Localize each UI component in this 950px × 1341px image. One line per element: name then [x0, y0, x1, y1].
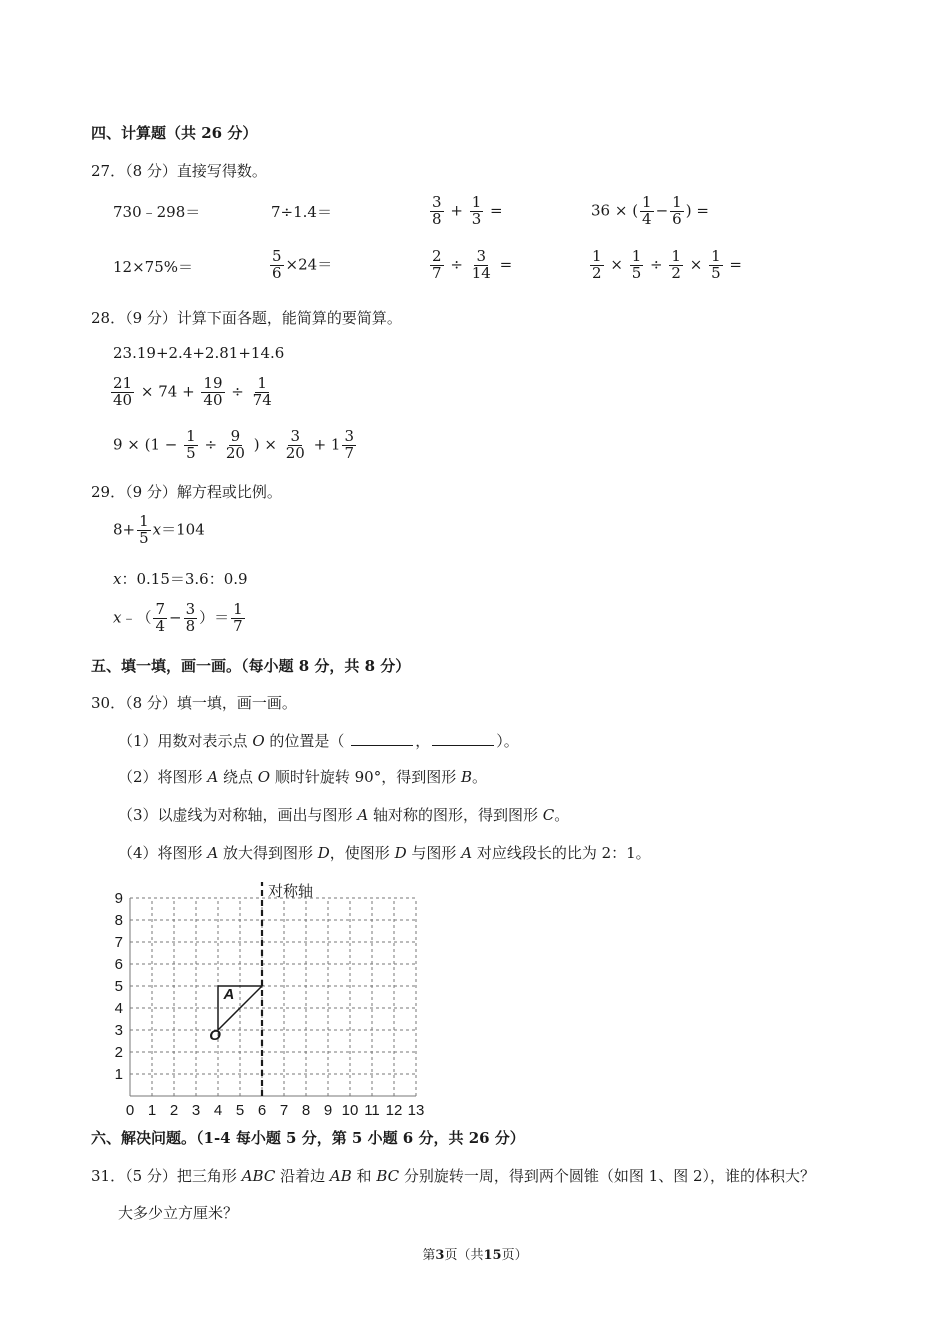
grid-lines	[130, 898, 416, 1096]
q27-r1c3: $\frac{3}{8}$ + $\frac{1}{3}$ =	[432, 193, 503, 228]
x-tick-label: 13	[407, 1102, 425, 1119]
y-tick-label: 5	[114, 978, 123, 995]
q30-part1: （1）用数对表示点 O 的位置是（ ， ）。	[118, 732, 519, 750]
q29-e3: x﹣（ $\frac{7}{4}$ − $\frac{3}{8}$ ）＝ $\frac{1}{7}$	[113, 600, 243, 635]
coordinate-grid[interactable]	[108, 870, 448, 1120]
answer-blank-y[interactable]	[432, 731, 494, 746]
q27-r2c3: $\frac{2}{7}$ ÷ $\frac{3}{14}$ =	[432, 247, 513, 282]
shape-a-label: A	[223, 986, 235, 1004]
x-tick-label: 7	[279, 1102, 289, 1119]
q30-stem: 30．（8 分）填一填，画一画。	[91, 694, 297, 712]
q27-r2c2: $\frac{5}{6}$ ×24＝	[272, 247, 333, 282]
q28-e2: $\frac{21}{40}$ × 74 + $\frac{19}{40}$ ÷ $\frac{1}{74}$	[113, 374, 272, 409]
x-tick-label: 10	[341, 1102, 359, 1119]
y-tick-label: 9	[114, 890, 123, 907]
x-tick-label: 6	[257, 1102, 267, 1119]
grid-ticks	[115, 890, 425, 1119]
q28-stem: 28．（9 分）计算下面各题，能简算的要简算。	[91, 309, 402, 327]
q31-line1: 31．（5 分）把三角形 ABC 沿着边 AB 和 BC 分别旋转一周，得到两个圆锥（如图 1、图 2），谁的体积大？	[91, 1167, 816, 1185]
x-tick-label: 11	[364, 1102, 380, 1119]
symmetry-axis-label: 对称轴	[268, 883, 314, 900]
y-tick-label: 7	[114, 934, 123, 951]
section4-title: 四、计算题（共 26 分）	[91, 124, 258, 142]
q29-e1: 8+ $\frac{1}{5}$ x＝104	[113, 512, 205, 547]
q27-r1c1: 730﹣298＝	[113, 203, 201, 221]
q28-e3: 9 × (1 − $\frac{1}{5}$ ÷ $\frac{9}{20}$ ) × $\frac{3}{20}$ + 1 $\frac{3}{7}$	[113, 427, 355, 462]
section5-title: 五、填一填，画一画。（每小题 8 分，共 8 分）	[91, 657, 411, 675]
q30-part2: （2）将图形 A 绕点 O 顺时针旋转 90°，得到图形 B。	[118, 768, 488, 786]
q27-stem: 27．（8 分）直接写得数。	[91, 162, 267, 180]
section6-title: 六、解决问题。（1-4 每小题 5 分，第 5 小题 6 分，共 26 分）	[91, 1129, 525, 1147]
y-tick-label: 8	[114, 912, 123, 929]
y-tick-label: 6	[114, 956, 123, 973]
x-tick-label: 4	[213, 1102, 223, 1119]
x-tick-label: 2	[169, 1102, 179, 1119]
q27-r2c4: $\frac{1}{2}$ × $\frac{1}{5}$ ÷ $\frac{1}{2}$ × $\frac{1}{5}$ =	[592, 247, 742, 282]
x-tick-label: 12	[385, 1102, 403, 1119]
x-tick-label: 8	[301, 1102, 311, 1119]
y-tick-label: 4	[114, 1000, 123, 1017]
x-tick-label: 5	[235, 1102, 245, 1119]
x-tick-label: 1	[147, 1102, 157, 1119]
q30-part3: （3）以虚线为对称轴，画出与图形 A 轴对称的图形，得到图形 C。	[118, 806, 570, 824]
q28-e1: 23.19+2.4+2.81+14.6	[113, 344, 285, 362]
page-footer: 第3页（共15页）	[422, 1248, 528, 1263]
x-tick-label: 9	[323, 1102, 333, 1119]
q29-e2: x：0.15＝3.6：0.9	[113, 570, 248, 588]
x-tick-label: 0	[125, 1102, 135, 1119]
q29-stem: 29．（9 分）解方程或比例。	[91, 483, 282, 501]
q30-part4: （4）将图形 A 放大得到图形 D，使图形 D 与图形 A 对应线段长的比为 2：1。	[118, 844, 651, 862]
y-tick-label: 3	[114, 1022, 123, 1039]
point-o-label: O	[209, 1026, 221, 1044]
y-tick-label: 1	[114, 1066, 123, 1083]
q27-r1c2: 7÷1.4＝	[271, 203, 332, 221]
answer-blank-x[interactable]	[351, 731, 413, 746]
y-tick-label: 2	[114, 1044, 123, 1061]
q31-line2: 大多少立方厘米？	[118, 1204, 239, 1222]
x-tick-label: 3	[191, 1102, 201, 1119]
q27-r2c1: 12×75%＝	[113, 258, 193, 276]
q27-r1c4: 36 × ( $\frac{1}{4}$ − $\frac{1}{6}$ ) =	[591, 193, 709, 228]
